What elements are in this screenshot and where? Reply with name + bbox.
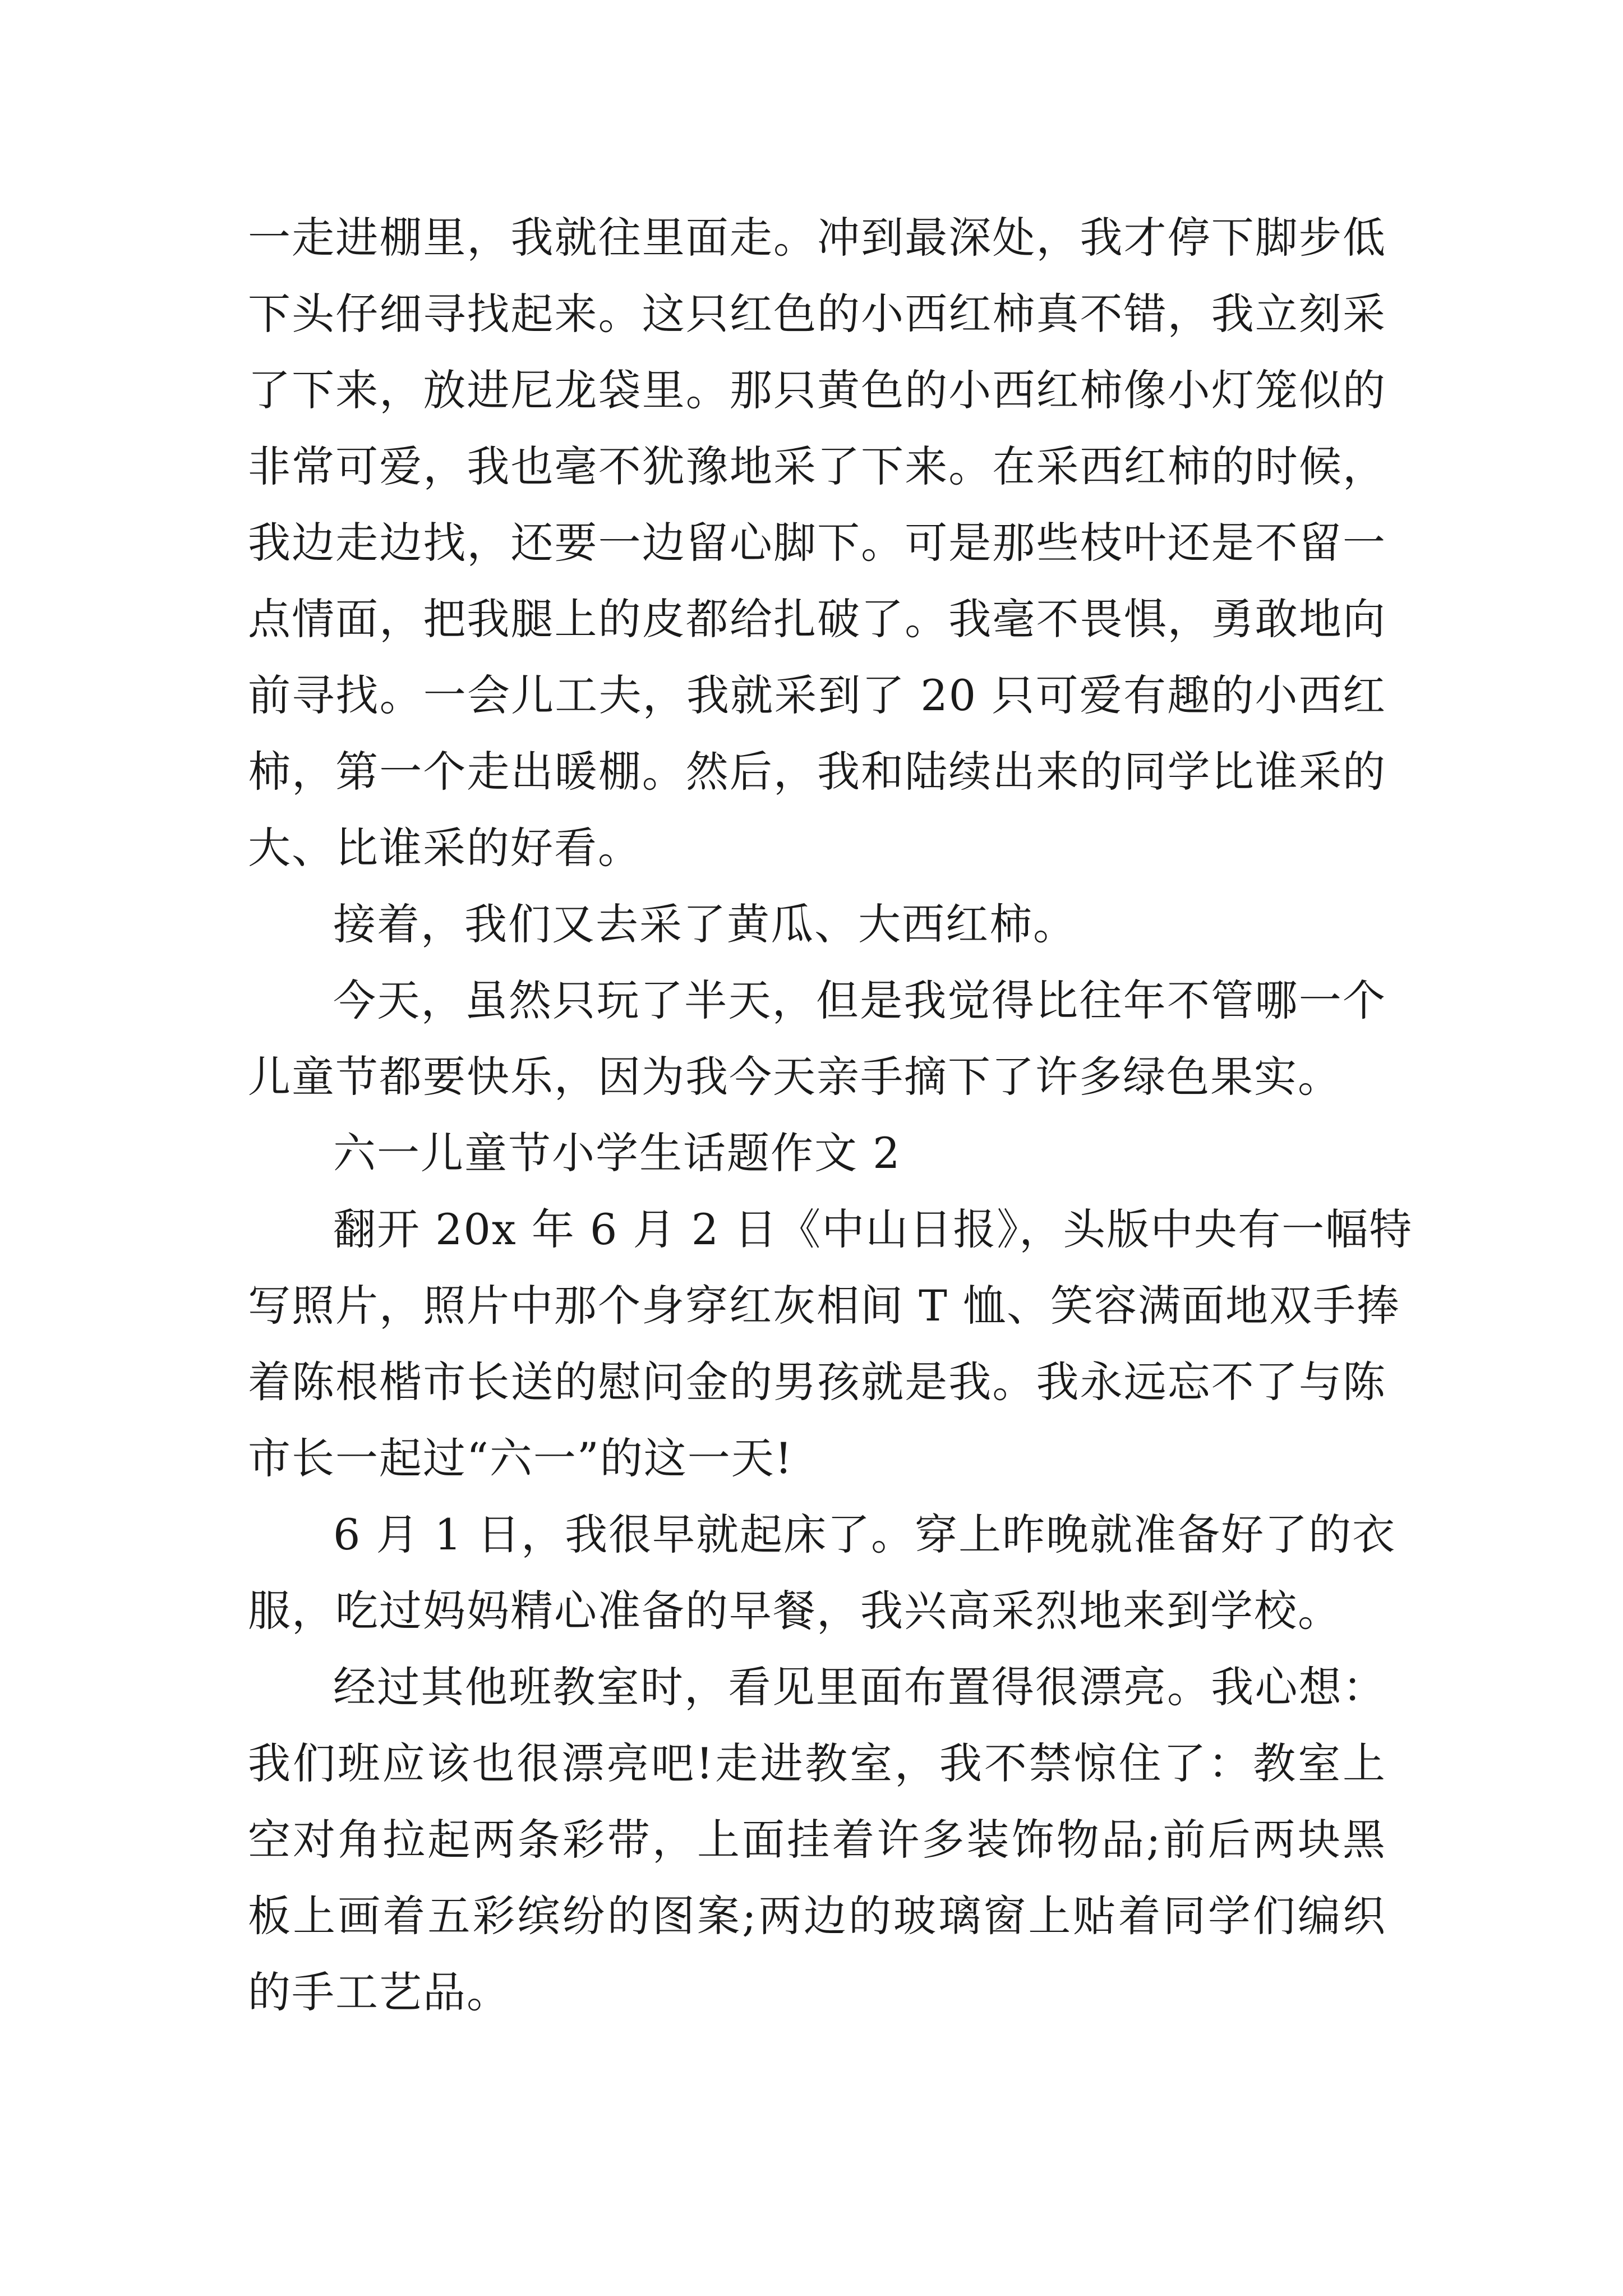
text-line: 我边走边找，还要一边留心脚下。可是那些枝叶还是不留一 [248, 518, 1386, 568]
text-line: 板上画着五彩缤纷的图案;两边的玻璃窗上贴着同学们编织 [248, 1891, 1386, 1941]
paragraph-line: 翻开 20x 年 6 月 2 日《中山日报》，头版中央有一幅特 [333, 1204, 1413, 1254]
text-line: 着陈根楷市长送的慰问金的男孩就是我。我永远忘不了与陈 [248, 1357, 1386, 1407]
text-line: 服，吃过妈妈精心准备的早餐，我兴高采烈地来到学校。 [248, 1586, 1341, 1636]
text-line: 非常可爱，我也毫不犹豫地采了下来。在采西红柿的时候， [248, 441, 1386, 491]
section-heading: 六一儿童节小学生话题作文 2 [333, 1128, 901, 1178]
text-line: 前寻找。一会儿工夫，我就采到了 20 只可爱有趣的小西红 [248, 670, 1386, 720]
text-line: 大、比谁采的好看。 [248, 823, 642, 873]
text-line: 点情面，把我腿上的皮都给扎破了。我毫不畏惧，勇敢地向 [248, 594, 1386, 644]
paragraph-line: 经过其他班教室时，看见里面布置得很漂亮。我心想： [333, 1662, 1386, 1712]
text-line: 空对角拉起两条彩带，上面挂着许多装饰物品;前后两块黑 [248, 1815, 1386, 1865]
text-line: 我们班应该也很漂亮吧!走进教室，我不禁惊住了：教室上 [248, 1738, 1386, 1788]
text-line: 写照片，照片中那个身穿红灰相间 T 恤、笑容满面地双手捧 [248, 1281, 1401, 1331]
text-line: 的手工艺品。 [248, 1967, 510, 2017]
text-line: 了下来，放进尼龙袋里。那只黄色的小西红柿像小灯笼似的 [248, 365, 1386, 415]
essay-body [248, 200, 1413, 2031]
text-line: 儿童节都要快乐，因为我今天亲手摘下了许多绿色果实。 [248, 1052, 1341, 1102]
text-line: 一走进棚里，我就往里面走。冲到最深处，我才停下脚步低 [248, 213, 1386, 263]
paragraph-line: 接着，我们又去采了黄瓜、大西红柿。 [333, 899, 1077, 949]
text-line: 柿，第一个走出暖棚。然后，我和陆续出来的同学比谁采的 [248, 747, 1386, 797]
text-line: 市长一起过“六一”的这一天! [248, 1433, 794, 1483]
paragraph-line: 今天，虽然只玩了半天，但是我觉得比往年不管哪一个 [333, 976, 1386, 1025]
text-line: 下头仔细寻找起来。这只红色的小西红柿真不错，我立刻采 [248, 289, 1386, 339]
paragraph-line: 6 月 1 日，我很早就起床了。穿上昨晚就准备好了的衣 [333, 1510, 1396, 1559]
